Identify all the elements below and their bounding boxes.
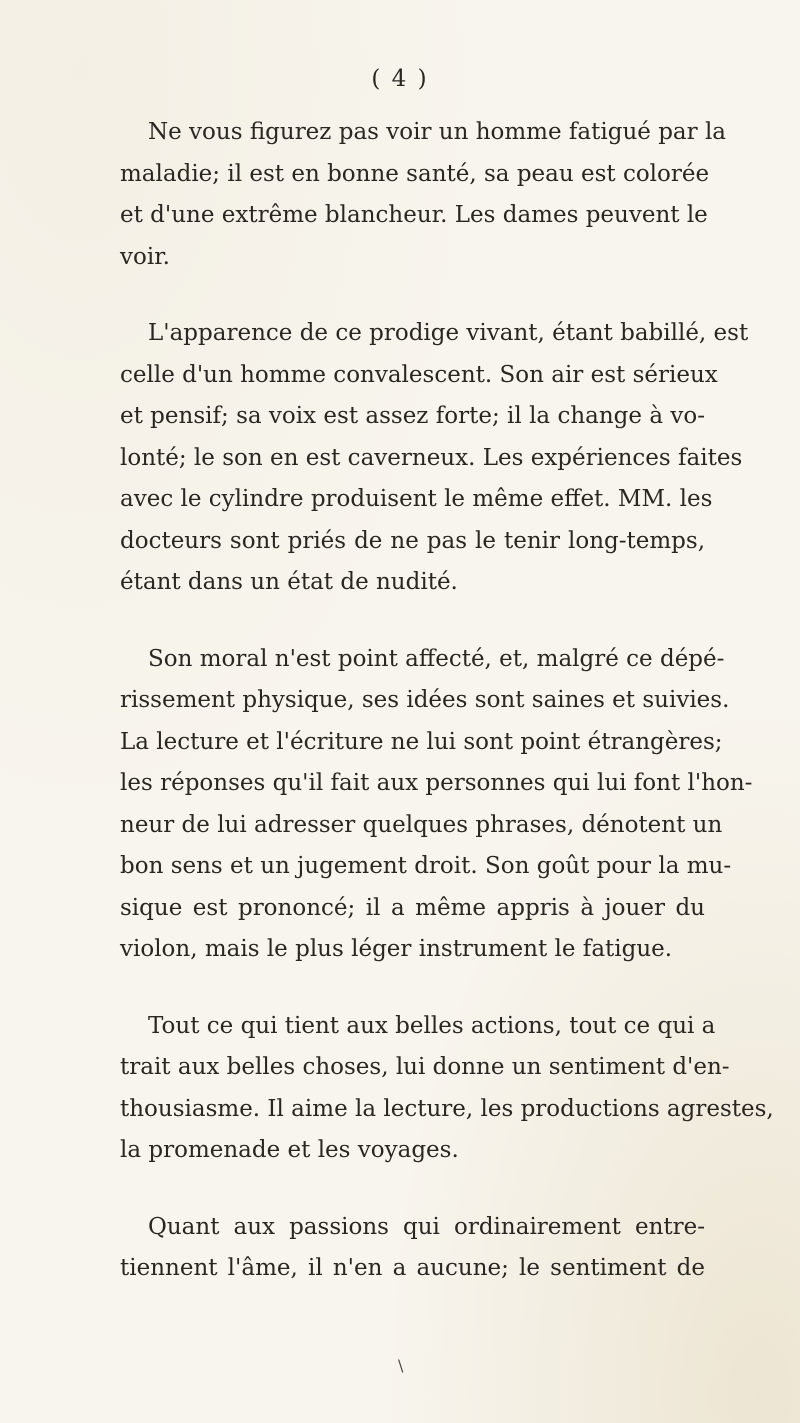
text-line: étant dans un état de nudité. xyxy=(120,569,458,595)
text-line: et pensif; sa voix est assez forte; il la change à vo- xyxy=(120,403,705,429)
text-line: neur de lui adresser quelques phrases, dénotent un xyxy=(120,811,723,838)
paragraph xyxy=(120,313,749,604)
text-line: lonté; le son en est caverneux. Les expériences faites xyxy=(120,444,743,471)
text-line: et d'une extrême blancheur. Les dames peuvent le xyxy=(120,202,708,228)
text-line: Tout ce qui tient aux belles actions, tout ce qui a xyxy=(148,1012,716,1039)
paragraph xyxy=(120,639,753,971)
paragraph xyxy=(120,112,727,278)
text-line: La lecture et l'écriture ne lui sont point étrangères; xyxy=(120,728,723,755)
text-line: Son moral n'est point affecté, et, malgré ce dépé- xyxy=(148,645,725,672)
text-line: la promenade et les voyages. xyxy=(120,1137,459,1163)
text-line: avec le cylindre produisent le même effet. MM. les xyxy=(120,486,713,512)
page-number: ( 4 ) xyxy=(371,66,429,92)
text-line: Ne vous figurez pas voir un homme fatigué par la xyxy=(148,119,727,145)
text-line: violon, mais le plus léger instrument le fatigue. xyxy=(120,936,673,962)
text-line: bon sens et un jugement droit. Son goût pour la mu- xyxy=(120,853,732,879)
text-line: tiennent l'âme, il n'en a aucune; le sentiment de xyxy=(120,1255,705,1281)
body-text xyxy=(120,112,774,1290)
text-line: rissement physique, ses idées sont saines et suivies. xyxy=(120,687,730,713)
text-line: maladie; il est en bonne santé, sa peau est colorée xyxy=(120,160,710,187)
footer-mark: \ xyxy=(398,1356,404,1375)
text-line: les réponses qu'il fait aux personnes qui lui font l'hon- xyxy=(120,770,753,796)
text-line: trait aux belles choses, lui donne un sentiment d'en- xyxy=(120,1054,730,1080)
text-line: docteurs sont priés de ne pas le tenir long-temps, xyxy=(120,527,705,554)
text-line: Quant aux passions qui ordinairement entre- xyxy=(148,1213,705,1240)
text-line: voir. xyxy=(120,243,170,270)
text-line: sique est prononcé; il a même appris à jouer du xyxy=(120,894,705,921)
paragraph xyxy=(120,1207,705,1290)
text-line: L'apparence de ce prodige vivant, étant babillé, est xyxy=(148,320,749,346)
paragraph xyxy=(120,1006,774,1172)
text-line: thousiasme. Il aime la lecture, les productions agrestes, xyxy=(120,1095,774,1122)
text-line: celle d'un homme convalescent. Son air est sérieux xyxy=(120,361,718,388)
